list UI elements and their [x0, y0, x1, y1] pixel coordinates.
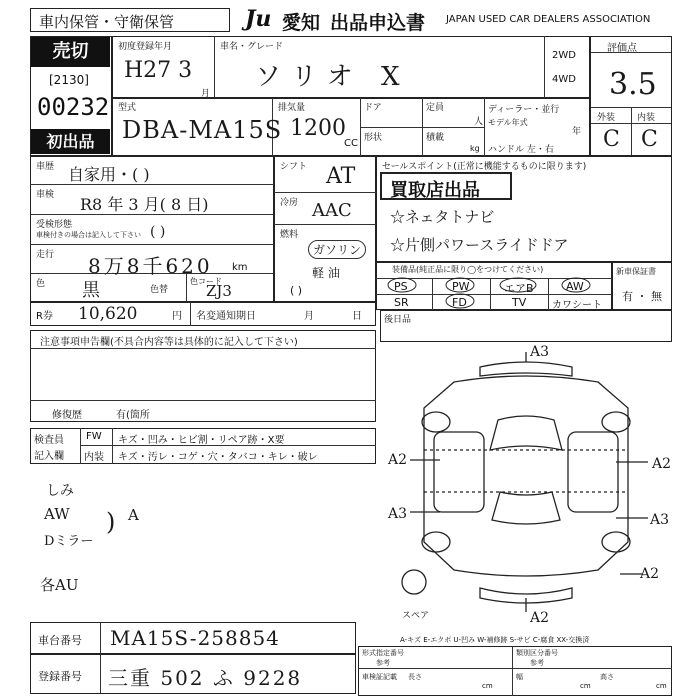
inspector-note-4: 各AU — [40, 576, 79, 594]
storage-label: 車内保管・守衛保管 — [39, 13, 175, 31]
exterior-label: 外装 — [597, 113, 616, 123]
color-label: 色 — [36, 279, 46, 289]
length-cm: cm — [482, 682, 493, 690]
shape-label: 形状 — [364, 133, 383, 143]
color-code-label: 色コード — [190, 277, 222, 286]
class-label: 類別区分番号 — [516, 649, 558, 657]
drive-2wd: 2WD — [552, 50, 576, 61]
history-value: 自家用・( ) — [68, 165, 150, 184]
org-name: 愛知 — [282, 12, 321, 34]
lot-block — [30, 36, 112, 156]
drive-4wd: 4WD — [552, 74, 576, 85]
inspector-note-2: AW — [44, 505, 70, 523]
inspection-value: R8 年 3 月( 8 日) — [80, 195, 209, 214]
inspector-label-1: 検査員 — [34, 435, 64, 446]
damage-top: A3 — [530, 344, 550, 360]
lot-code: [2130] — [49, 73, 89, 87]
dealer-label: ディーラー・並行 — [488, 105, 560, 115]
fw-items: キズ・凹み・ヒビ割・リペア跡・X要 — [118, 435, 285, 446]
equipment-circles — [376, 262, 612, 310]
inspector-note-bracket: ) — [106, 508, 116, 536]
page-title: 出品申込書 — [330, 12, 426, 34]
acceptance-label: 受検形態 — [36, 220, 73, 230]
inspection-label: 車検 — [36, 190, 55, 200]
inspector-note-3: Dミラー — [44, 534, 94, 549]
fuel-diesel: 軽 油 — [312, 266, 340, 280]
fw-label: FW — [86, 431, 102, 442]
chassis-label: 車台番号 — [38, 634, 82, 647]
form-box — [358, 646, 672, 696]
model-year-label: モデル年式 — [488, 118, 528, 127]
acceptance-value: ( ) — [150, 224, 166, 240]
notice-label: 名変通知期日 — [196, 311, 256, 322]
displacement-label: 排気量 — [278, 103, 306, 113]
sales-point-label: セールスポイント(正常に機能するものに限ります) — [382, 162, 587, 172]
notice-month: 月 — [304, 311, 314, 322]
type-value: DBA-MA15S — [122, 116, 283, 144]
interior-items: キズ・汚レ・コゲ・穴・タバコ・キレ・破レ — [118, 452, 318, 463]
damage-bottom: A2 — [530, 610, 550, 626]
year-unit: 年 — [572, 127, 582, 137]
spare-label: スペア — [402, 611, 430, 621]
damage-legend: A-キズ E-エクボ U-凹み W-補修跡 S-サビ C-腐食 XX-交換済 — [400, 636, 590, 644]
fuel-gasoline: ガソリン — [308, 240, 366, 259]
equip-fd: FD — [452, 296, 467, 309]
mileage-label: 走行 — [36, 250, 55, 260]
height-label: 高さ — [600, 673, 614, 681]
plate-label: 登録番号 — [38, 670, 82, 683]
form-label: 形式指定番号 — [362, 649, 404, 657]
model-label: 車名・グレード — [220, 42, 284, 52]
month-suffix: 月 — [201, 89, 211, 99]
class-ref: 参考 — [530, 659, 544, 667]
sales-badge: 買取店出品 — [380, 172, 512, 200]
storage-label-box — [30, 8, 230, 32]
shift-value: AT — [326, 164, 356, 189]
damage-right-3: A2 — [640, 566, 660, 582]
type-label: 型式 — [118, 103, 137, 113]
ac-label: 冷房 — [280, 198, 299, 208]
fuel-paren: ( ) — [290, 284, 303, 297]
capacity-label: 定員 — [426, 103, 445, 113]
load-label: 積載 — [426, 133, 445, 143]
logo: Ju — [245, 6, 272, 32]
repair-label: 修復歴 — [52, 410, 82, 421]
sold-label: 売切 — [31, 37, 110, 67]
door-label: ドア — [364, 103, 382, 113]
interior-insp-label: 内装 — [84, 452, 104, 463]
cc-unit: CC — [344, 138, 358, 149]
km-unit: km — [232, 262, 248, 273]
warranty-value: 有 ・ 無 — [622, 290, 662, 303]
width-label: 幅 — [516, 673, 523, 681]
equip-ps: PS — [394, 280, 408, 293]
inspector-note-a: A — [128, 506, 139, 524]
warranty-label: 新車保証書 — [616, 267, 656, 276]
width-cm: cm — [580, 682, 591, 690]
car-diagram — [380, 342, 672, 622]
interior-grade: C — [641, 127, 658, 152]
recycle-label: R券 — [36, 311, 53, 322]
ac-value: AAC — [312, 200, 352, 221]
repair-value: 有(箇所 — [116, 410, 150, 421]
equip-aw: AW — [566, 280, 584, 293]
equip-seat: カワシート — [552, 300, 602, 311]
interior-label: 内装 — [637, 113, 656, 123]
first-reg-value: H27 3 — [124, 58, 193, 83]
score-box — [590, 36, 672, 156]
damage-left-2: A3 — [388, 506, 408, 522]
sales-item-1: ☆ネェタトナビ — [390, 208, 495, 226]
handle-label: ハンドル 左・右 — [488, 145, 554, 155]
reg-size-label: 車検証記載 — [362, 673, 397, 681]
chassis-value: MA15S-258854 — [110, 626, 280, 650]
color-value: 黒 — [82, 280, 100, 301]
mileage-value: 8万8千620 — [88, 254, 213, 278]
notes-label: 注意事項申告欄(不具合内容等は具体的に記入して下さい) — [40, 337, 298, 348]
model-value: ソリオ X — [255, 62, 410, 92]
inspector-label-2: 記入欄 — [34, 451, 64, 462]
damage-right-1: A2 — [652, 456, 672, 472]
association-name: JAPAN USED CAR DEALERS ASSOCIATION — [446, 14, 651, 25]
exterior-grade: C — [603, 127, 620, 152]
sales-item-2: ☆片側パワースライドドア — [390, 236, 569, 254]
color-swap-label: 色替 — [150, 285, 169, 295]
history-label: 車歴 — [36, 162, 55, 172]
recycle-yen: 円 — [172, 311, 182, 322]
first-listing-label: 初出品 — [31, 129, 110, 154]
equip-sr: SR — [394, 296, 409, 309]
damage-left-1: A2 — [388, 452, 408, 468]
equipment-label: 装備品(純正品に限り◯をつけてください) — [392, 265, 544, 274]
inspector-note-1: しみ — [46, 483, 74, 499]
notice-day: 日 — [352, 311, 362, 322]
length-label: 長さ — [408, 673, 422, 681]
equip-tv: TV — [512, 296, 527, 309]
fuel-label: 燃料 — [280, 230, 299, 240]
first-reg-label: 初度登録年月 — [118, 42, 173, 52]
capacity-unit: 人 — [474, 117, 484, 127]
height-cm: cm — [656, 682, 667, 690]
plate-value: 三重 502 ふ 9228 — [108, 666, 303, 690]
shift-label: シフト — [280, 162, 308, 172]
load-unit: kg — [470, 144, 480, 153]
displacement-value: 1200 — [290, 116, 346, 141]
rear-label: 後日品 — [384, 315, 412, 325]
color-code-value: ZJ3 — [206, 282, 232, 300]
form-ref: 参考 — [376, 659, 390, 667]
damage-right-2: A3 — [650, 512, 670, 528]
equip-airb: エアB — [504, 282, 534, 295]
acceptance-sub: 車検付きの場合は記入して下さい — [36, 231, 141, 239]
score-label: 評価点 — [607, 43, 637, 54]
equip-pw: PW — [452, 280, 470, 293]
rear-items-block — [380, 310, 672, 342]
score-value: 3.5 — [609, 67, 657, 102]
lot-number: 00232 — [37, 93, 110, 121]
recycle-value: 10,620 — [78, 304, 138, 324]
